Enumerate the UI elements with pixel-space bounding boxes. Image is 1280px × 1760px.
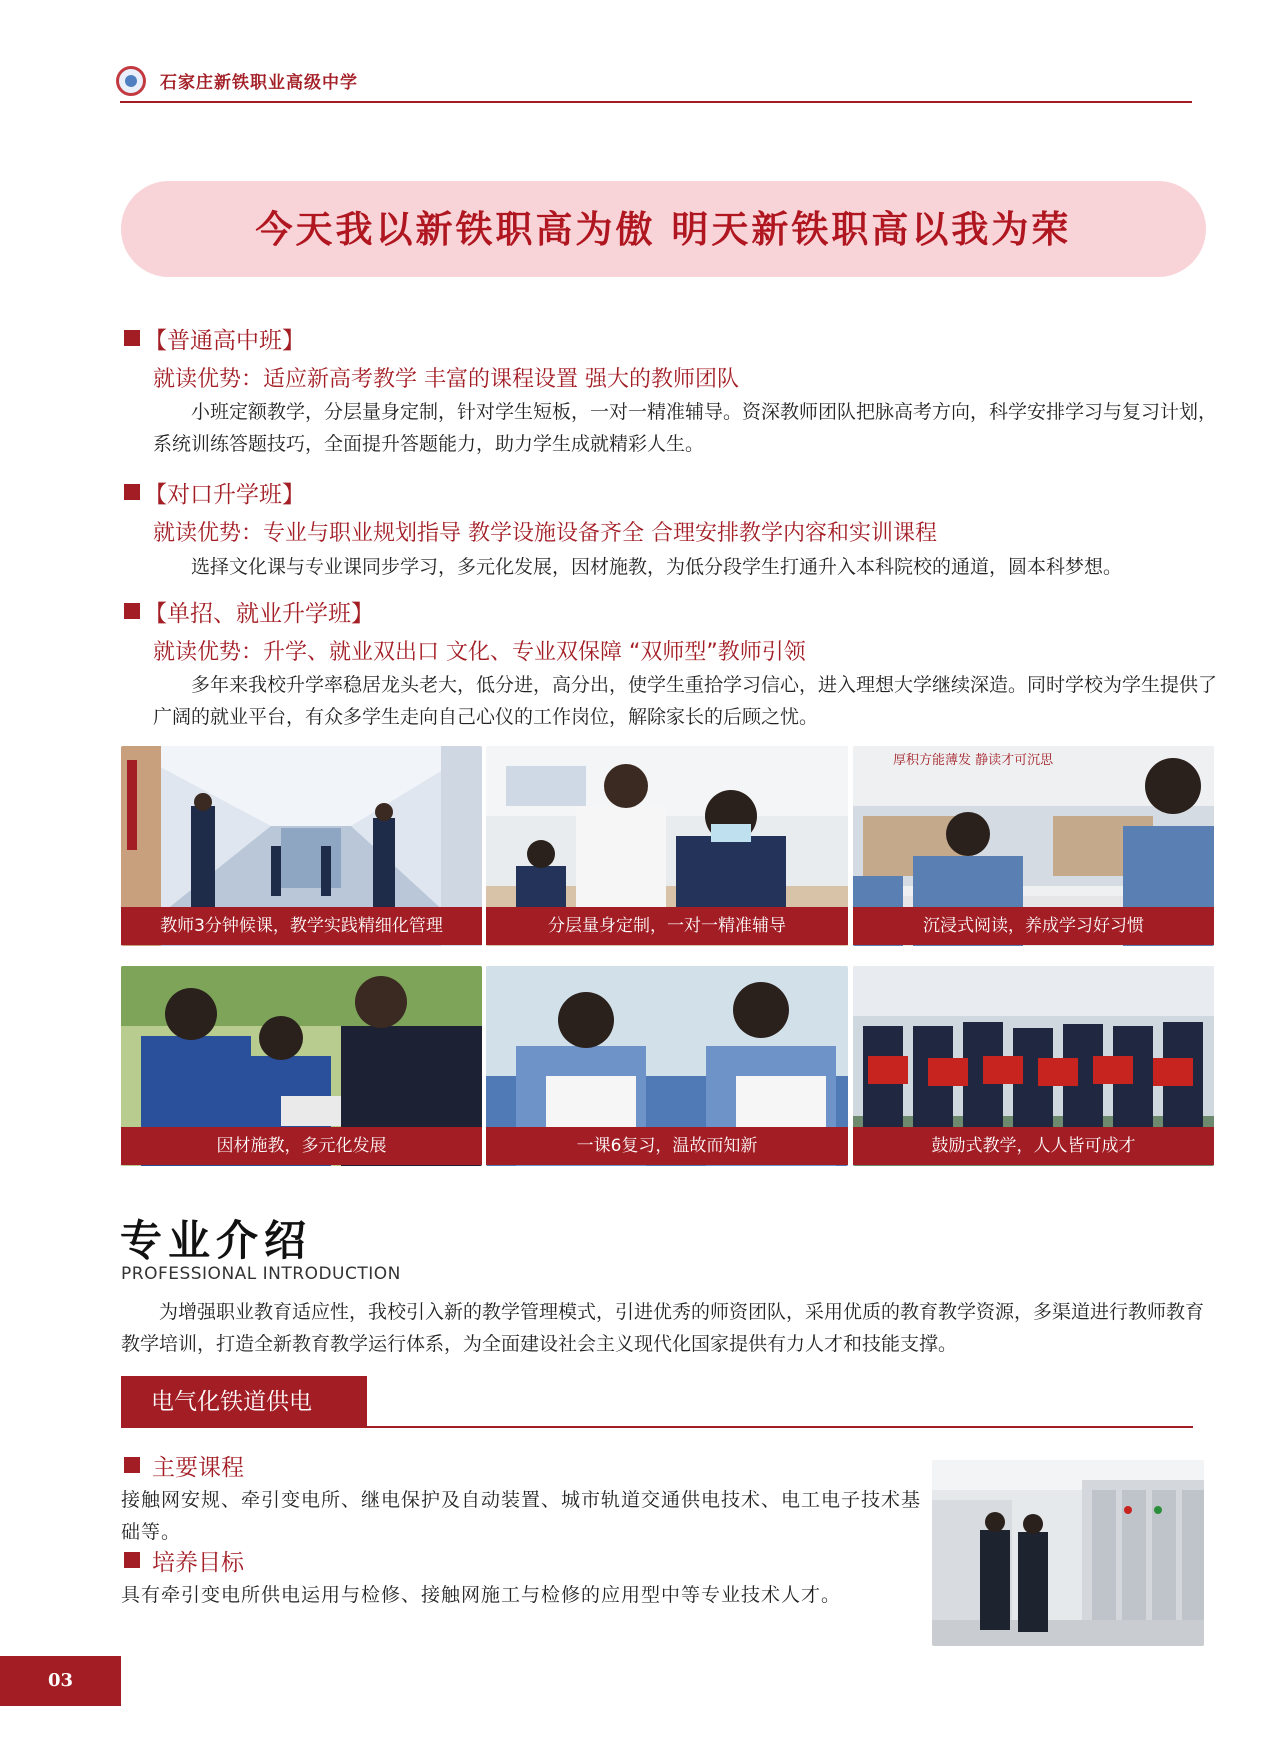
program-advantages: 就读优势：专业与职业规划指导 教学设施设备齐全 合理安排教学内容和实训课程 (153, 521, 937, 546)
slogan-text: 今天我以新铁职高为傲 明天新铁职高以我为荣 (255, 207, 1072, 251)
photo-caption: 因材施教，多元化发展 (121, 1127, 482, 1165)
section-square-icon (124, 1457, 140, 1473)
school-logo-icon (116, 66, 146, 96)
courses-text: 接触网安规、牵引变电所、继电保护及自动装置、城市轨道交通供电技术、电工电子技术基础等。 (121, 1489, 922, 1543)
program-description: 多年来我校升学率稳居龙头老大，低分进，高分出，使学生重拾学习信心，进入理想大学继续深造。同时学校为学生提供了广阔的就业平台，有众多学生走向自己心仪的工作岗位，解除家长的后顾之忧。 (153, 674, 1218, 728)
major-name-tab: 电气化铁道供电 (121, 1376, 367, 1428)
section-square-icon (124, 484, 140, 500)
section-square-icon (124, 603, 140, 619)
program-title: 【单招、就业升学班】 (144, 601, 374, 627)
section-square-icon (124, 330, 140, 346)
goal-text: 具有牵引变电所供电运用与检修、接触网施工与检修的应用型中等专业技术人才。 (121, 1584, 842, 1606)
section-title-en: PROFESSIONAL INTRODUCTION (121, 1264, 401, 1284)
reading-room-sign: 厚积方能薄发 静读才可沉思 (893, 753, 1054, 768)
program-description: 选择文化课与专业课同步学习，多元化发展，因材施教，为低分段学生打通升入本科院校的通道，圆本科梦想。 (191, 556, 1123, 578)
page-number: 03 (0, 1656, 121, 1706)
program-advantages: 就读优势：升学、就业双出口 文化、专业双保障 “双师型”教师引领 (153, 640, 806, 665)
goal-title: 培养目标 (152, 1550, 244, 1576)
courses-title: 主要课程 (152, 1455, 244, 1481)
major-divider (121, 1426, 1193, 1428)
program-description: 小班定额教学，分层量身定制，针对学生短板，一对一精准辅导。资深教师团队把脉高考方向，科学安排学习与复习计划，系统训练答题技巧，全面提升答题能力，助力学生成就精彩人生。 (153, 401, 1218, 455)
photo-substation (932, 1460, 1204, 1646)
program-advantages: 就读优势：适应新高考教学 丰富的课程设置 强大的教师团队 (153, 367, 739, 392)
photo-caption: 一课6复习，温故而知新 (486, 1127, 848, 1165)
header-divider (120, 101, 1192, 103)
school-name: 石家庄新铁职业高级中学 (160, 73, 358, 93)
photo-caption: 分层量身定制，一对一精准辅导 (486, 907, 848, 945)
professional-intro: 为增强职业教育适应性，我校引入新的教学管理模式，引进优秀的师资团队，采用优质的教育教学资源，多渠道进行教师教育教学培训，打造全新教育教学运行体系，为全面建设社会主义现代化国家提供有力人才和技能支撑。 (121, 1301, 1205, 1355)
program-title: 【普通高中班】 (144, 328, 305, 354)
section-title-cn: 专业介绍 (120, 1216, 313, 1265)
photo-caption: 鼓励式教学，人人皆可成才 (853, 1127, 1214, 1165)
section-square-icon (124, 1552, 140, 1568)
photo-caption: 教师3分钟候课，教学实践精细化管理 (121, 907, 482, 945)
photo-caption: 沉浸式阅读，养成学习好习惯 (853, 907, 1214, 945)
program-title: 【对口升学班】 (144, 482, 305, 508)
